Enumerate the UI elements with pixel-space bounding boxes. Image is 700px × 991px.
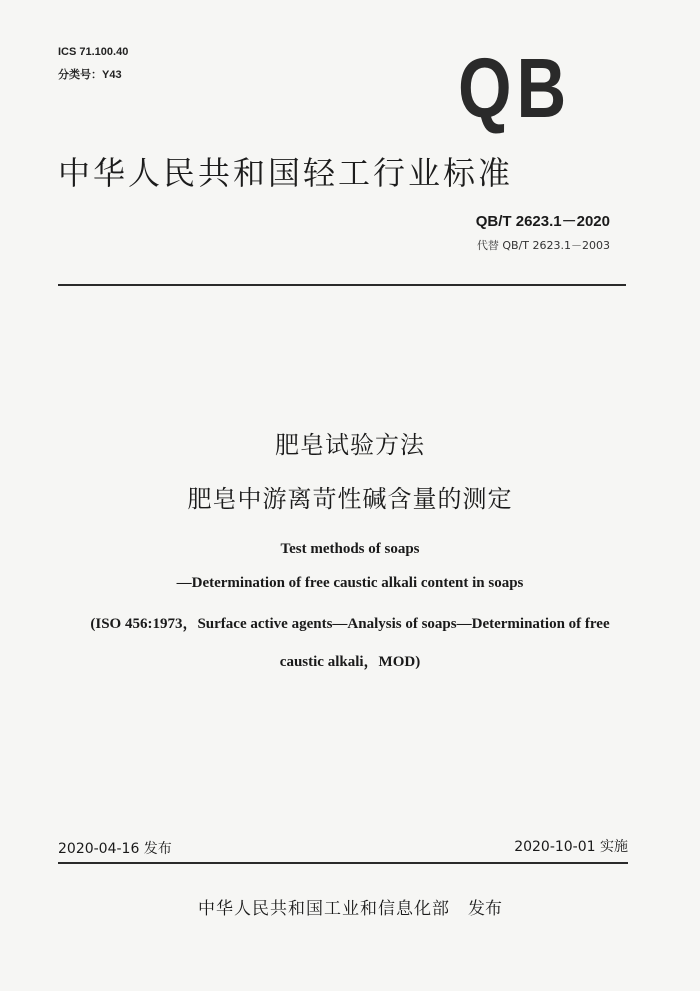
replaced-standard: 代替 QB/T 2623.1－2003 bbox=[476, 239, 610, 252]
standard-number: QB/T 2623.1－2020 bbox=[475, 213, 610, 230]
publisher-line bbox=[0, 894, 700, 919]
implementation-date: 2020-10-01 实施 bbox=[514, 839, 628, 855]
publisher-organization: 中华人民共和国工业和信息化部 bbox=[198, 899, 450, 919]
publish-action: 发布 bbox=[468, 899, 502, 919]
english-title-line1: Test methods of soaps bbox=[280, 541, 420, 557]
ics-code: ICS 71.100.40 bbox=[58, 46, 129, 58]
qb-logo: QB bbox=[458, 41, 572, 135]
footer-divider bbox=[58, 862, 628, 864]
chinese-title-line1: 肥皂试验方法 bbox=[275, 431, 425, 459]
english-title-line2: —Determination of free caustic alkali content in soaps bbox=[176, 575, 524, 591]
chinese-title-line2: 肥皂中游离苛性碱含量的测定 bbox=[187, 485, 513, 513]
standard-category-title: 中华人民共和国轻工行业标准 bbox=[58, 154, 514, 192]
english-title-line4: caustic alkali，MOD) bbox=[279, 654, 421, 670]
header-divider bbox=[58, 284, 626, 286]
english-title-line3: (ISO 456:1973，Surface active agents—Analysis of soaps—Determination of free bbox=[90, 616, 610, 632]
issue-date: 2020-04-16 发布 bbox=[58, 841, 172, 857]
classification-code: 分类号：Y43 bbox=[58, 69, 122, 81]
